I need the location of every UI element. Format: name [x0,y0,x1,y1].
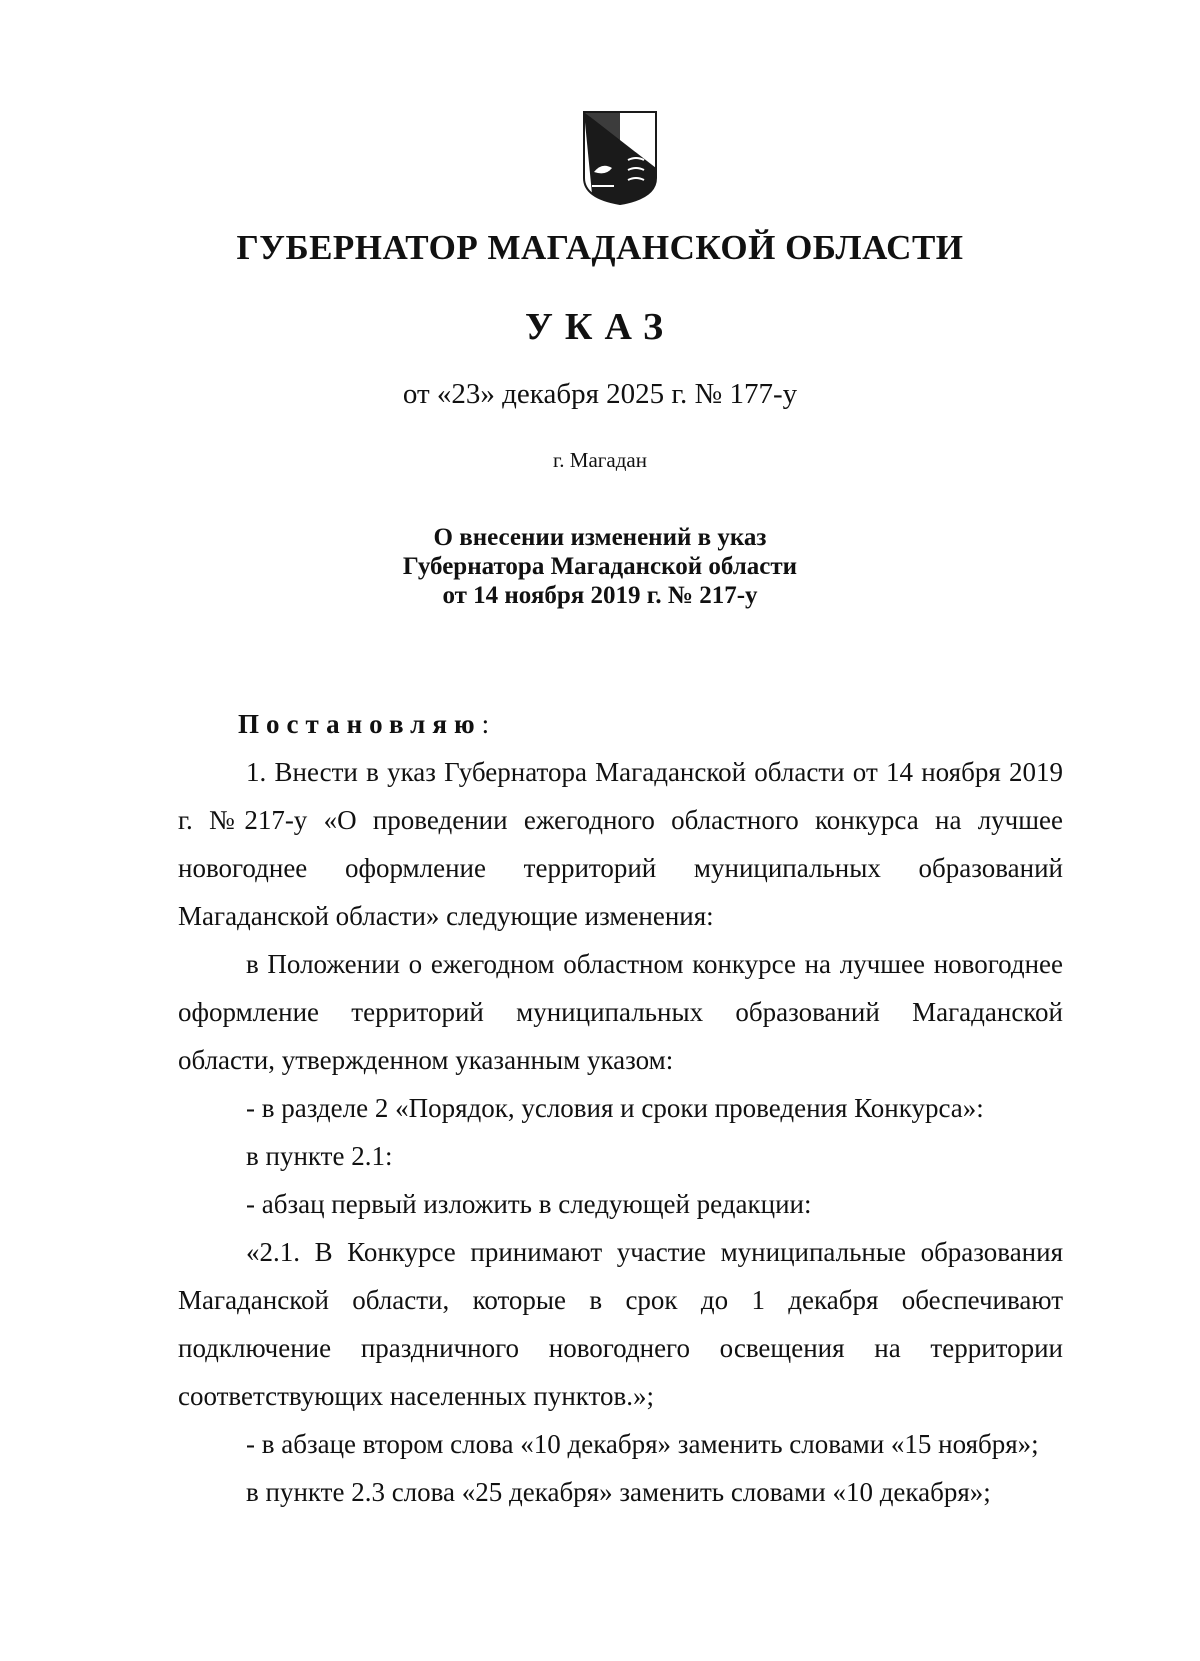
resolve-word: Постановляю [238,709,482,739]
body-paragraph: - абзац первый изложить в следующей редакции: [246,1189,812,1219]
subject-line: от 14 ноября 2019 г. № 217-у [442,582,758,609]
subject-line: Губернатора Магаданской области [402,553,798,580]
resolve-heading [178,700,1063,748]
document-body [178,700,1063,1516]
body-paragraph: в пункте 2.3 слова «25 декабря» заменить словами «10 декабря»; [246,1477,991,1507]
body-paragraph: 1. Внести в указ Губернатора Магаданской области от 14 ноября 2019 г. №217-у «О проведении ежегодного областного конкурса на лучшее новогоднее оформление территорий муниципальных образований Магаданской области» следующие изменения: [178,757,1063,931]
resolve-colon: : [481,709,490,739]
issuing-authority: ГУБЕРНАТОР МАГАДАНСКОЙ ОБЛАСТИ [236,228,964,267]
document-date-number: от «23» декабря 2025 г. № 177-у [402,378,798,410]
subject-line: О внесении изменений в указ [433,524,767,551]
coat-of-arms-icon [580,108,660,206]
document-place: г. Магадан [553,448,647,472]
document-type: УКАЗ [525,306,675,348]
document-subject [0,523,1200,610]
body-paragraph: - в разделе 2 «Порядок, условия и сроки проведения Конкурса»: [246,1093,984,1123]
body-paragraph: в пункте 2.1: [246,1141,393,1171]
body-paragraph: «2.1. В Конкурсе принимают участие муниципальные образования Магаданской области, которые в срок до 1 декабря обеспечивают подключение праздничного новогоднего освещения на территории соответствующих населенных пунктов.»; [178,1237,1063,1411]
body-paragraph: в Положении о ежегодном областном конкурсе на лучшее новогоднее оформление территорий муниципальных образований Магаданской области, утвержденном указанным указом: [178,949,1063,1075]
body-paragraph: - в абзаце втором слова «10 декабря» заменить словами «15 ноября»; [246,1429,1039,1459]
